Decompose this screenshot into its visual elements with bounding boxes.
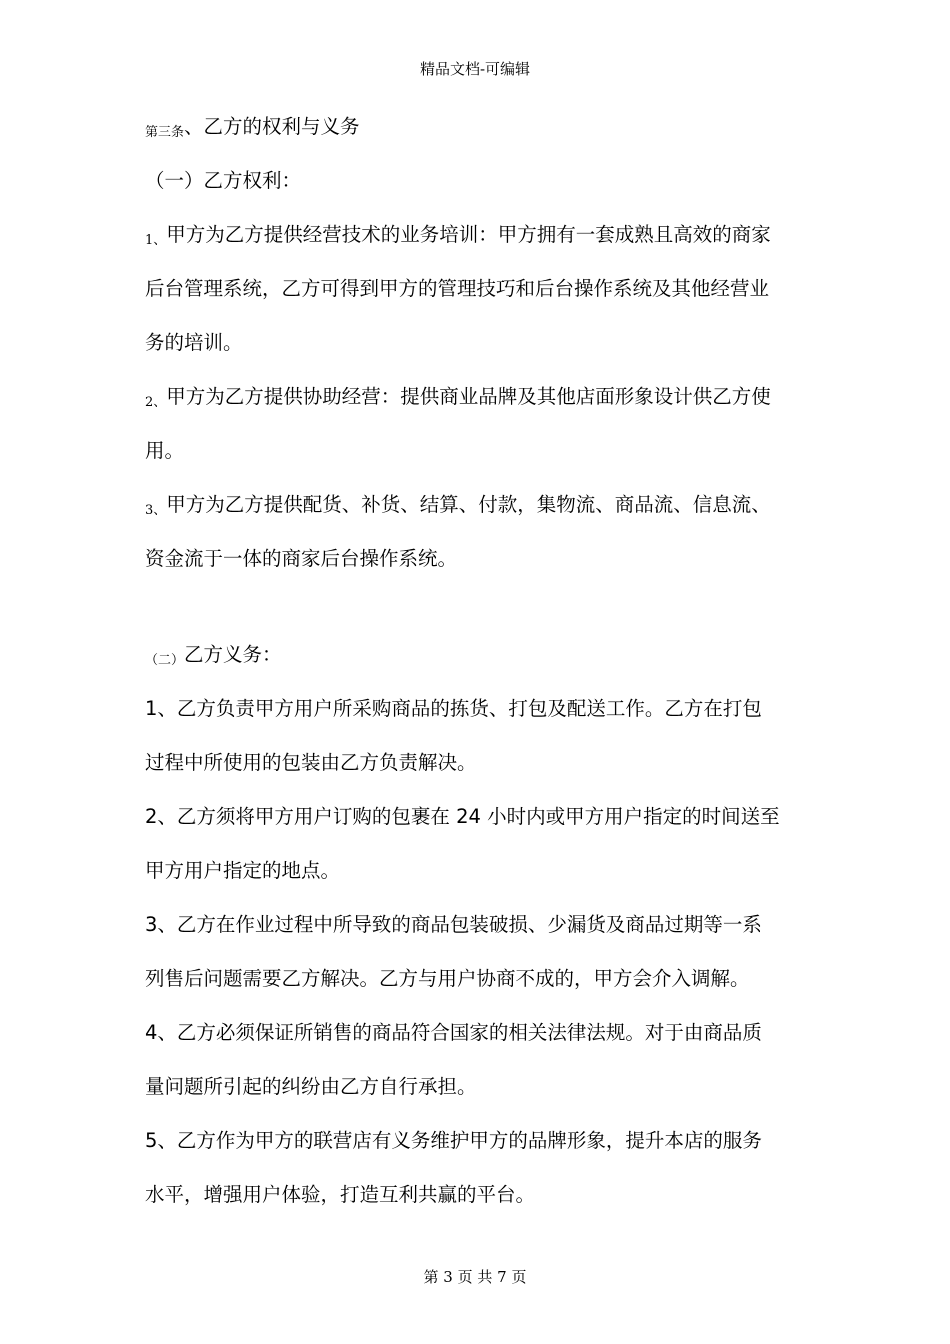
rights-item-2-line-1: 2、甲方为乙方提供协助经营：提供商业品牌及其他店面形象设计供乙方使 [145, 385, 771, 410]
obligations-item-2-line-1: 2、乙方须将甲方用户订购的包裹在 24 小时内或甲方用户指定的时间送至 [145, 805, 780, 828]
obligations-item-5-line-1: 5、乙方作为甲方的联营店有义务维护甲方的品牌形象，提升本店的服务 [145, 1129, 762, 1152]
rights-item-1-line-3: 务的培训。 [145, 331, 243, 354]
rights-heading: （一）乙方权利： [145, 169, 302, 192]
obligations-item-3-line-2: 列售后问题需要乙方解决。乙方与用户协商不成的，甲方会介入调解。 [145, 967, 750, 990]
obligations-item-3-line-1: 3、乙方在作业过程中所导致的商品包装破损、少漏货及商品过期等一系 [145, 913, 762, 936]
obligations-item-4-line-2: 量问题所引起的纠纷由乙方自行承担。 [145, 1075, 477, 1098]
rights-item-1-number: 1、 [145, 233, 167, 248]
rights-item-3-line-1: 3、甲方为乙方提供配货、补货、结算、付款，集物流、商品流、信息流、 [145, 493, 771, 518]
obligations-item-1-line-1: 1、乙方负责甲方用户所采购商品的拣货、打包及配送工作。乙方在打包 [145, 697, 762, 720]
obligations-item-2-line-2: 甲方用户指定的地点。 [145, 859, 341, 882]
page-header: 精品文档-可编辑 [419, 60, 531, 78]
rights-item-1-line-1: 1、甲方为乙方提供经营技术的业务培训：甲方拥有一套成熟且高效的商家 [145, 223, 771, 248]
article-title: 、乙方的权利与义务 [184, 115, 360, 138]
obligations-heading: （二）乙方义务： [145, 643, 282, 668]
rights-item-2-number: 2、 [145, 395, 167, 410]
obligations-item-5-line-2: 水平，增强用户体验，打造互利共赢的平台。 [145, 1183, 536, 1206]
page-footer: 第 3 页 共 7 页 [423, 1268, 527, 1286]
obligations-item-1-line-2: 过程中所使用的包装由乙方负责解决。 [145, 751, 477, 774]
obligations-heading-prefix: （二） [145, 653, 185, 668]
article-prefix: 第三条 [145, 125, 185, 140]
rights-item-3-line-2: 资金流于一体的商家后台操作系统。 [145, 547, 458, 570]
rights-item-2-line-2: 用。 [145, 439, 185, 462]
rights-item-1-line-2: 后台管理系统，乙方可得到甲方的管理技巧和后台操作系统及其他经营业 [145, 277, 770, 300]
obligations-item-4-line-1: 4、乙方必须保证所销售的商品符合国家的相关法律法规。对于由商品质 [145, 1021, 762, 1044]
rights-item-3-number: 3、 [145, 503, 167, 518]
article-heading [145, 114, 825, 146]
